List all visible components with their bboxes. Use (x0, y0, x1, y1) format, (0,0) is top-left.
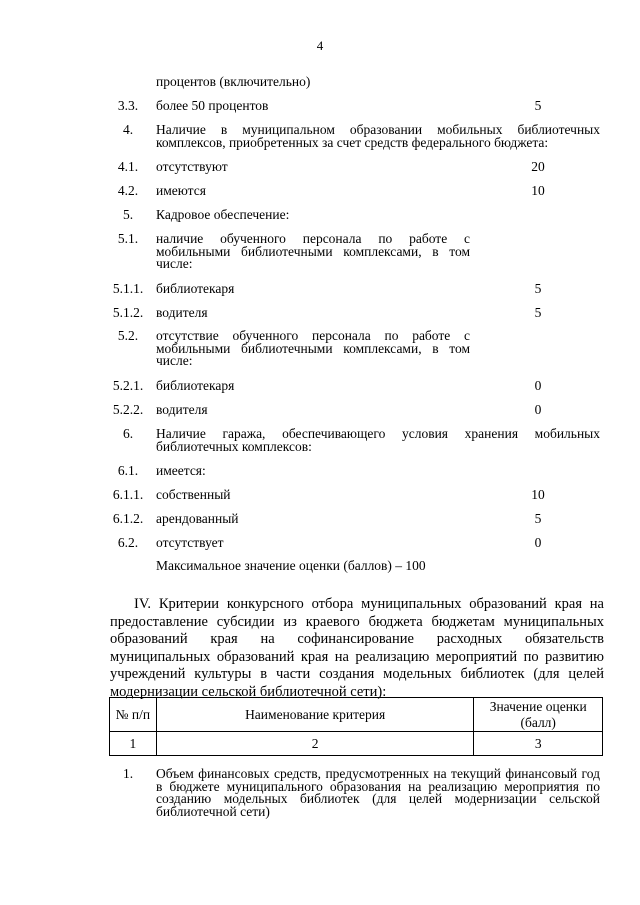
criterion-text: водителя (156, 402, 208, 417)
table-index-row (110, 732, 603, 756)
criterion-number: 5.2.2. (112, 402, 144, 417)
criterion-text: Наличие гаража, обеспечивающего условия хранения мобильных библиотечных комплексов: (156, 426, 600, 454)
table-header-cell: № п/п (110, 698, 157, 732)
max-score-note: Максимальное значение оценки (баллов) – 100 (156, 558, 426, 573)
criterion-number: 5.1.1. (112, 281, 144, 296)
criterion-number: 3.3. (117, 98, 139, 113)
table-index-cell: 1 (110, 732, 157, 756)
criterion-text: наличие обученного персонала по работе с мобильными библиотечными комплексами, в том числе: (156, 231, 470, 271)
criterion-number: 5.2. (117, 328, 139, 343)
table-header-row (110, 698, 603, 732)
criterion-number: 1. (122, 766, 134, 781)
table-header-cell: Наименование критерия (156, 698, 474, 732)
table-header-cell: Значение оценки (балл) (474, 698, 603, 732)
criterion-score: 10 (531, 183, 545, 198)
criterion-text: более 50 процентов (156, 98, 269, 113)
criterion-number: 5.2.1. (112, 378, 144, 393)
criterion-text: Объем финансовых средств, предусмотренных на текущий финансовый год в бюджете муниципального образования на реализацию мероприятия по созданию модельных библиотек (для целей модернизации сельской библиотечной сети) (156, 766, 600, 819)
criterion-number: 5. (122, 207, 134, 222)
criterion-text: Наличие в муниципальном образовании мобильных библиотечных комплексов, приобретенных за счет средств федерального бюджета: (156, 122, 600, 150)
criterion-text: собственный (156, 487, 231, 502)
section-heading-text: IV. Критерии конкурсного отбора муниципальных образований края на предоставление субсидии из краевого бюджета бюджетам муниципальных образований края на софинансирование расходных обязательств муниципальных образований края на реализацию мероприятий по развитию учреждений культуры в части создания модельных библиотек (для целей модернизации сельской библиотечной сети): (110, 596, 604, 700)
criterion-text: библиотекаря (156, 281, 235, 296)
criterion-score: 5 (534, 98, 542, 113)
criterion-number: 4.2. (117, 183, 139, 198)
criterion-number: 6.1. (117, 463, 139, 478)
criterion-text: отсутствуют (156, 159, 228, 174)
criterion-text: Кадровое обеспечение: (156, 207, 290, 222)
criterion-number: 5.1. (117, 231, 139, 246)
section-heading (110, 596, 604, 701)
criterion-text: имеются (156, 183, 206, 198)
criterion-score: 5 (534, 281, 542, 296)
criterion-text: арендованный (156, 511, 239, 526)
criteria-table (109, 697, 603, 756)
table-index-cell: 2 (156, 732, 474, 756)
criterion-score: 5 (534, 305, 542, 320)
criterion-text: отсутствие обученного персонала по работе с мобильными библиотечными комплексами, в том числе: (156, 328, 470, 368)
criterion-number: 6.1.2. (112, 511, 144, 526)
criterion-text: имеется: (156, 463, 206, 478)
table-index-cell: 3 (474, 732, 603, 756)
criterion-score: 5 (534, 511, 542, 526)
criterion-number: 6. (122, 426, 134, 441)
criterion-text: библиотекаря (156, 378, 235, 393)
criterion-score: 0 (534, 378, 542, 393)
criterion-score: 0 (534, 535, 542, 550)
criterion-number: 5.1.2. (112, 305, 144, 320)
criterion-text: процентов (включительно) (156, 74, 311, 89)
criterion-text: водителя (156, 305, 208, 320)
criterion-number: 6.2. (117, 535, 139, 550)
criterion-number: 4. (122, 122, 134, 137)
criterion-number: 6.1.1. (112, 487, 144, 502)
criterion-number: 4.1. (117, 159, 139, 174)
criterion-score: 20 (531, 159, 545, 174)
criterion-score: 10 (531, 487, 545, 502)
page-number: 4 (316, 38, 324, 53)
criterion-score: 0 (534, 402, 542, 417)
criterion-text: отсутствует (156, 535, 224, 550)
